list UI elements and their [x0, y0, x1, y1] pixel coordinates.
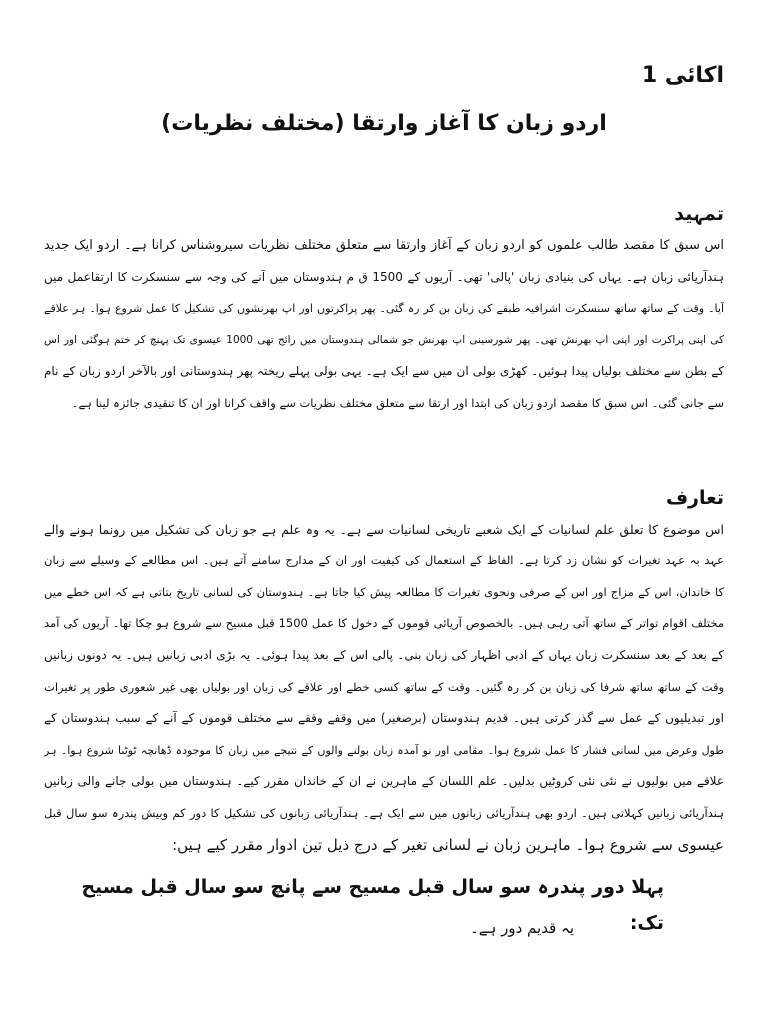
paragraph-line: سے جانی گئی۔ اس سبق کا مقصد اردو زبان کی ابتدا اور ارتقا سے متعلق مختلف نظریات سے واقف کرانا اور ان کا تنقیدی جائزہ لینا ہے۔ — [71, 395, 724, 410]
paragraph-line: عیسوی سے شروع ہوا۔ ماہرین زبان نے لسانی تغیر کے درج ذیل تین ادوار مقرر کیے ہیں: — [172, 835, 724, 854]
paragraph-line: کی اپنی پراکرت اور اپنی اپ بھرنش تھی۔ پھر شورسینی اپ بھرنش جو شمالی ہندوستان میں رائج تھی 1000 عیسوی تک پہنچ کر ختم ہوگئی اور اس — [44, 333, 724, 346]
paragraph-line: ہندآریائی زبان ہے۔ یہاں کی بنیادی زبان 'پالی' تھی۔ آریوں کے 1500 ق م ہندوستان میں آنے کی وجہ سے سنسکرت کا ارتقاعمل میں — [44, 269, 724, 284]
paragraph-line: اس موضوع کا تعلق علم لسانیات کے ایک شعبے تاریخی لسانیات سے ہے۔ یہ وہ علم ہے جو زبان کی تشکیل میں رونما ہونے والے — [44, 521, 724, 537]
final-line: یہ قدیم دور ہے۔ — [469, 919, 574, 938]
paragraph-line: طول وعرض میں لسانی فشار کا عمل شروع ہوا۔ مقامی اور نو آمدہ زبان بولنے والوں کے نتیجے میں زبان کا موجودہ ڈھانچہ ٹوٹنا شروع ہوا۔ ہر — [44, 743, 724, 757]
paragraph-line: آیا۔ وقت کے ساتھ ساتھ سنسکرت اشرافیہ طبقے کی زبان بن کر رہ گئی۔ پھر پراکرتوں اور اپ بھرنشوں کی تشکیل کا عمل شروع ہوا۔ ہر علاقے — [44, 302, 724, 316]
document-title: اردو زبان کا آغاز وارتقا (مختلف نظریات) — [161, 111, 607, 136]
paragraph-line: ہندآریائی زبانیں کہلاتی ہیں۔ اردو بھی ہندآریائی زبانوں میں سے ایک ہے۔ ہندآریائی زبانوں کی تشکیل کا دور کم وبیش پندرہ سو سال قبل — [44, 805, 724, 820]
paragraph-line: عہد بہ عہد تغیرات کو نشان زد کرتا ہے۔ الفاظ کے استعمال کی کیفیت اور ان کے مدارج سامنے آتے ہیں۔ اس مطالعے کے وسیلے سے زبان — [44, 553, 724, 568]
paragraph-line: علاقے میں بولیوں نے نئی نئی کروٹیں بدلیں۔ علم اللسان کے ماہرین نے ان کے خاندان مقرر کیے۔ ہندوستان میں بولی جانے والی زبانیں — [44, 774, 724, 789]
paragraph-line: کے بعد کے بعد سنسکرت زبان یہاں کے ادبی اظہار کی زبان بنی۔ پالی اس کے بعد پیدا ہوئی۔ یہ بڑی ادبی زبانیں ہیں۔ یہ دونوں زبانیں — [44, 647, 724, 662]
paragraph-tamheed — [44, 230, 724, 420]
paragraph-line: کا خاندان، اس کے مزاج اور اس کے صرفی ونحوی تغیرات کا مطالعہ پیش کیا جاتا ہے۔ ہندوستان کی لسانی تاریخ بتاتی ہے کہ اس خطے میں — [44, 584, 724, 599]
paragraph-line: مختلف اقوام تواتر کے ساتھ آتی رہی ہیں۔ بالخصوص آریائی قوموں کے دخول کا عمل 1500 قبل مسیح سے شروع ہو چکا تھا۔ آریوں کی آمد — [44, 616, 724, 631]
paragraph-line: اور تبدیلیوں کے عمل سے گذر کرتی ہیں۔ قدیم ہندوستان (برصغیر) میں وقفے وقفے سے مختلف قوموں کے آنے کے سبب ہندوستان کے — [44, 711, 724, 726]
paragraph-line: کے بطن سے مختلف بولیاں پیدا ہوئیں۔ کھڑی بولی ان میں سے ایک ہے۔ یہی بولی پہلے ریختہ پھر ہندوستانی اور بالآخر اردو زبان کے نام — [44, 364, 724, 379]
sub-heading-first-period: پہلا دور پندرہ سو سال قبل مسیح سے پانچ سو سال قبل مسیح تک: — [81, 876, 664, 935]
unit-title: اکائی 1 — [641, 63, 724, 88]
paragraph-line: وقت کے ساتھ ساتھ شرفا کی زبان بن کر رہ گئیں۔ وقت کے ساتھ کسی خطے اور علاقے کی زبان اور بولیاں بھی غیر شعوری طور پر تغیرات — [44, 679, 724, 694]
paragraph-taaruf — [44, 514, 724, 862]
section-heading-taaruf: تعارف — [665, 486, 724, 509]
paragraph-line: اس سبق کا مقصد طالب علموں کو اردو زبان کے آغاز وارتقا سے متعلق مختلف نظریات سیروشناس کرانا ہے۔ اردو ایک جدید — [44, 238, 724, 253]
section-heading-tamheed: تمہید — [674, 203, 724, 225]
